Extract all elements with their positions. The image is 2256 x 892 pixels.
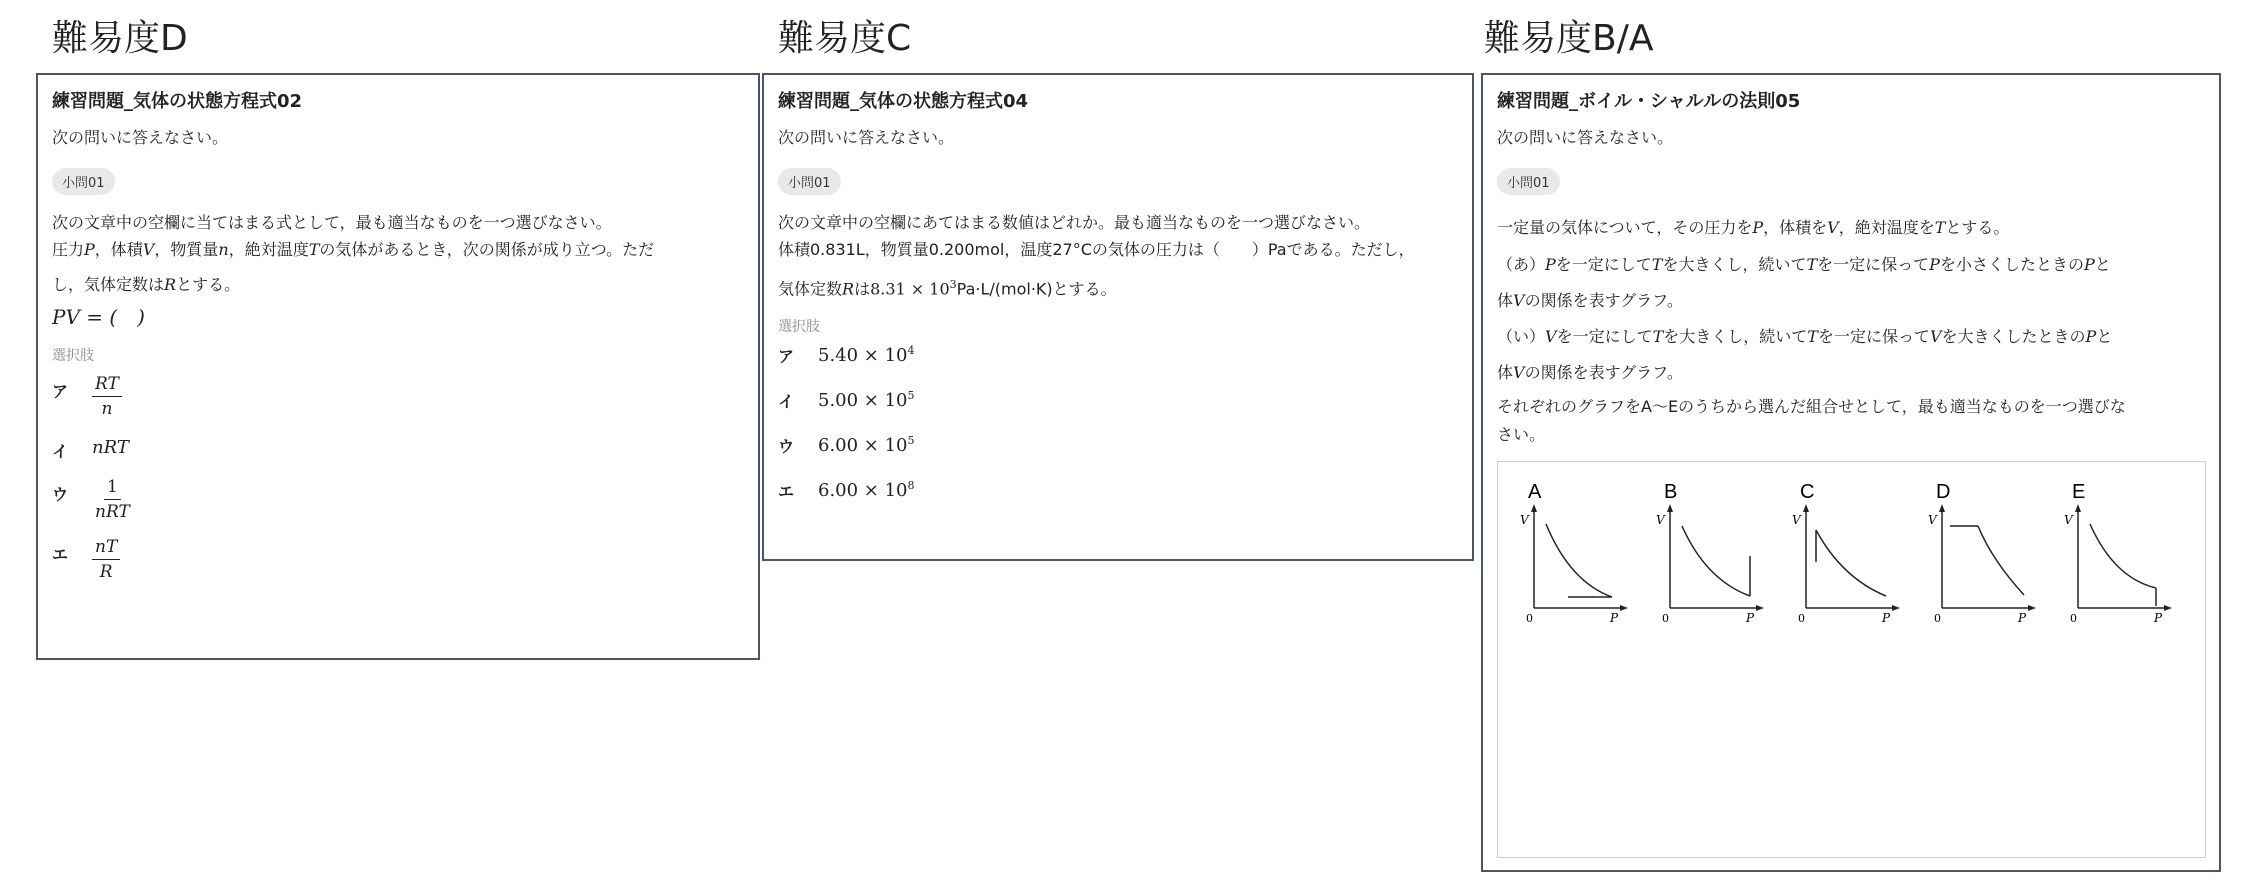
graph-d [1928, 481, 2036, 625]
question-card-c [762, 73, 1474, 561]
choice-key: ア [778, 347, 795, 367]
graph-label: A [1528, 481, 1542, 503]
choice-key: イ [52, 442, 69, 461]
choice-key: ウ [52, 485, 69, 504]
choice-key: エ [778, 482, 795, 502]
choice-e[interactable]: エ $\frac{nT}{R}$ [52, 536, 744, 582]
graph-label: E [2072, 481, 2086, 503]
question-text: 体Vの関係を表すグラフ。 [1497, 291, 1683, 310]
svg-text:P: P [1882, 611, 1891, 625]
choice-key: エ [52, 545, 69, 564]
question-text: 気体定数Rは$8.31 \times 10^3Pa\cdot L/(mol\cdot K)$とする。 [778, 278, 1117, 299]
question-card-ba [1481, 73, 2221, 872]
equation: PV = ( ) [52, 305, 145, 329]
choice-a[interactable]: ア $5.40 \times 10^4$ [778, 344, 915, 367]
choice-key: ア [52, 382, 69, 401]
question-card-d [36, 73, 760, 660]
subquestion-badge: 小問01 [52, 168, 115, 195]
subquestion-badge: 小問01 [1497, 168, 1560, 195]
choice-i[interactable]: イ nRT [52, 433, 744, 462]
graph-label: C [1800, 481, 1815, 503]
svg-text:0: 0 [2070, 612, 2077, 625]
difficulty-heading-d: 難易度D [52, 18, 188, 59]
svg-text:V: V [1928, 513, 1937, 527]
choice-u[interactable]: ウ $6.00 \times 10^5$ [778, 434, 915, 457]
question-text: 一定量の気体について，その圧力をP，体積をV，絶対温度をTとする。 [1497, 218, 2010, 237]
question-instruction: 次の問いに答えなさい。 [778, 128, 955, 147]
question-instruction: 次の問いに答えなさい。 [1497, 128, 1674, 147]
question-text: 体積0.831L，物質量0.200mol，温度27°Cの気体の圧力は（ ）Paである。ただし， [778, 240, 1415, 259]
svg-text:V: V [1520, 513, 1529, 527]
svg-text:0: 0 [1526, 612, 1533, 625]
graph-c [1792, 481, 1900, 625]
question-text: 体Vの関係を表すグラフ。 [1497, 363, 1683, 382]
question-text: （い）Vを一定にしてTを大きくし，続いてTを一定に保ってVを大きくしたときのPと [1497, 327, 2113, 346]
question-text: し，気体定数はRとする。 [52, 275, 241, 294]
difficulty-heading-ba: 難易度B/A [1484, 18, 1654, 59]
svg-text:0: 0 [1934, 612, 1941, 625]
choice-e[interactable]: エ $6.00 \times 10^8$ [778, 479, 915, 502]
svg-text:P: P [1610, 611, 1619, 625]
svg-text:V: V [1656, 513, 1665, 527]
graph-svg [1498, 462, 2207, 859]
graph-label: D [1936, 481, 1951, 503]
question-text: 圧力P，体積V，物質量n，絶対温度Tの気体があるとき，次の関係が成り立つ。ただ [52, 240, 655, 259]
question-title[interactable]: 練習問題_気体の状態方程式04 [778, 91, 1029, 112]
subquestion-badge: 小問01 [778, 168, 841, 195]
question-title[interactable]: 練習問題_ボイル・シャルルの法則05 [1497, 91, 1801, 112]
svg-text:P: P [2018, 611, 2027, 625]
question-instruction: 次の問いに答えなさい。 [52, 128, 229, 147]
svg-text:P: P [1746, 611, 1755, 625]
svg-text:P: P [2154, 611, 2163, 625]
question-text: さい。 [1497, 425, 1546, 444]
choices-label: 選択肢 [778, 319, 820, 336]
choice-a[interactable]: ア $\frac{RT}{n}$ [52, 373, 744, 419]
graph-e [2064, 481, 2172, 625]
graph-figure [1497, 461, 2206, 858]
svg-text:V: V [1792, 513, 1801, 527]
svg-text:0: 0 [1798, 612, 1805, 625]
question-text: 次の文章中の空欄に当てはまる式として，最も適当なものを一つ選びなさい。 [52, 213, 612, 232]
choice-u[interactable]: ウ $\frac{1}{\text{nRT}}$ [52, 477, 130, 522]
choices-label: 選択肢 [52, 348, 94, 364]
choice-i[interactable]: イ $5.00 \times 10^5$ [778, 389, 915, 412]
graph-a [1520, 481, 1628, 625]
question-text: （あ）Pを一定にしてTを大きくし，続いてTを一定に保ってPを小さくしたときのPと [1497, 255, 2111, 274]
question-text: それぞれのグラフをA〜Eのうちから選んだ組合せとして，最も適当なものを一つ選びな [1497, 397, 2126, 416]
graph-label: B [1664, 481, 1678, 503]
choice-key: ウ [778, 437, 795, 457]
question-title[interactable]: 練習問題_気体の状態方程式02 [52, 91, 303, 112]
question-text: 次の文章中の空欄にあてはまる数値はどれか。最も適当なものを一つ選びなさい。 [778, 213, 1371, 232]
graph-b [1656, 481, 1764, 625]
svg-text:0: 0 [1662, 612, 1669, 625]
svg-text:V: V [2064, 513, 2073, 527]
difficulty-heading-c: 難易度C [778, 18, 912, 59]
choice-key: イ [778, 392, 795, 412]
